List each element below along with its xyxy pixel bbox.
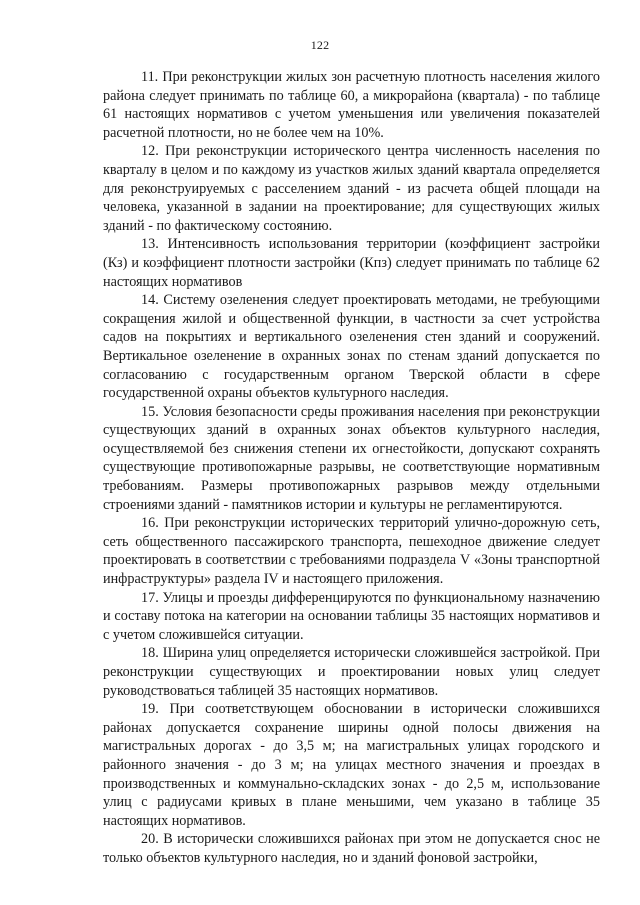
document-body <box>103 68 600 868</box>
paragraph-19: 19. При соответствующем обосновании в исторически сложившихся районах допускается сохранение ширины одной полосы движения на магистральных дорогах - до 3,5 м; на магистральных улицах городского и районного значения - до 3 м; на улицах местного значения и проездах в производственных и коммунально-складских зонах - до 2,5 м, использование улиц с радиусами кривых в плане меньшими, чем указано в таблице 35 настоящих нормативов. <box>103 701 600 829</box>
paragraph-20: 20. В исторически сложившихся районах при этом не допускается снос не только объектов культурного наследия, но и зданий фоновой застройки, <box>103 831 600 866</box>
page-number: 122 <box>310 38 330 52</box>
paragraph-15: 15. Условия безопасности среды проживания населения при реконструкции существующих зданий в охранных зонах объектов культурного наследия, осуществляемой без снижения степени их огнестойкости, допускают сохранять существующие противопожарные разрывы, не соответствующие нормативным требованиям. Размеры противопожарных разрывов между отдельными строениями зданий - памятников истории и культуры не регламентируются. <box>103 403 600 513</box>
paragraph-11: 11. При реконструкции жилых зон расчетную плотность населения жилого района следует принимать по таблице 60, а микрорайона (квартала) - по таблице 61 настоящих нормативов с учетом уменьшения или увеличения показателей расчетной плотности, но не более чем на 10%. <box>103 69 600 141</box>
paragraph-16: 16. При реконструкции исторических территорий улично-дорожную сеть, сеть общественного пассажирского транспорта, пешеходное движение следует проектировать в соответствии с требованиями подраздела V «Зоны транспортной инфраструктуры» раздела IV и настоящего приложения. <box>103 515 600 588</box>
paragraph-14: 14. Систему озеленения следует проектировать методами, не требующими сокращения жилой и общественной функции, в частности за счет устройства садов на покрытиях и вертикального озеленения стен зданий и сооружений. Вертикальное озеленение в охранных зонах по стенам зданий допускается по согласованию с государственным органом Тверской области в сфере государственной охраны объектов культурного наследия. <box>103 292 600 402</box>
paragraph-13: 13. Интенсивность использования территории (коэффициент застройки (Кз) и коэффициент плотности застройки (Кпз) следует принимать по таблице 62 настоящих нормативов <box>103 236 600 290</box>
paragraph-18: 18. Ширина улиц определяется исторически сложившейся застройкой. При реконструкции существующих и проектировании новых улиц следует руководствоваться таблицей 35 настоящих нормативов. <box>103 645 600 699</box>
paragraph-12: 12. При реконструкции исторического центра численность населения по кварталу в целом и по каждому из участков жилых зданий квартала определяется для реконструируемых с расселением зданий - из расчета общей площади на человека, указанной в задании на проектирование; для существующих жилых зданий - по фактическому состоянию. <box>103 143 600 234</box>
paragraph-17: 17. Улицы и проезды дифференцируются по функциональному назначению и составу потока на категории на основании таблицы 35 настоящих нормативов и с учетом сложившейся ситуации. <box>103 589 600 643</box>
